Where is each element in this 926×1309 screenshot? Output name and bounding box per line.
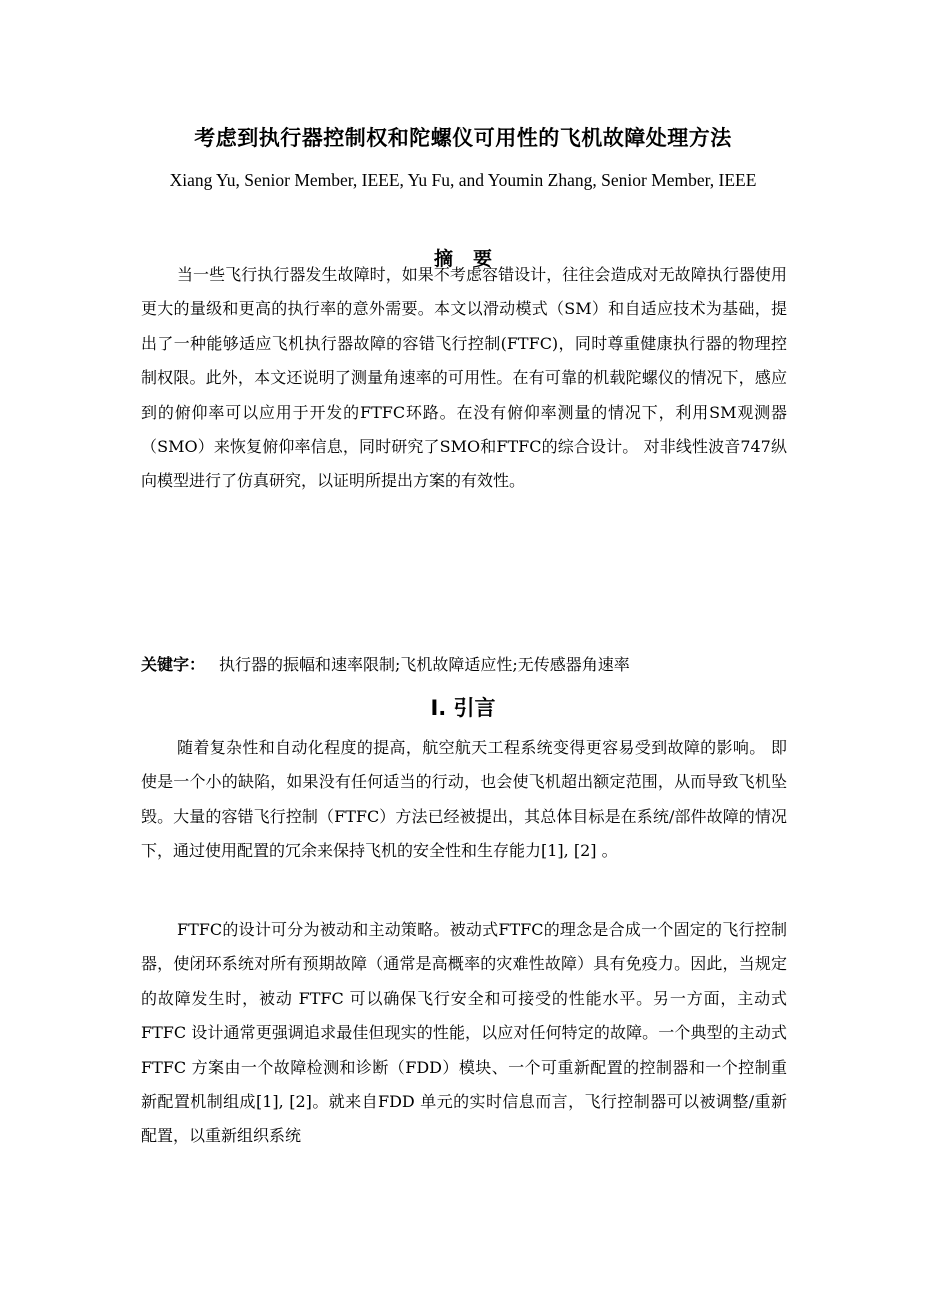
- keywords-text: 执行器的振幅和速率限制;飞机故障适应性;无传感器角速率: [219, 655, 630, 674]
- keywords-label: 关键字：: [141, 655, 206, 674]
- abstract-heading: 摘要: [433, 248, 512, 270]
- author-list: Xiang Yu, Senior Member, IEEE, Yu Fu, and Youmin Zhang, Senior Member, IEEE: [169, 170, 757, 190]
- keywords-line: [141, 652, 787, 678]
- paper-title: 考虑到执行器控制权和陀螺仪可用性的飞机故障处理方法: [194, 126, 732, 150]
- intro-paragraph-1: 随着复杂性和自动化程度的提高，航空航天工程系统变得更容易受到故障的影响。 即使是一个小的缺陷，如果没有任何适当的行动，也会使飞机超出额定范围，从而导致飞机坠毁。大量的容错飞行控制（FTFC）方法已经被提出，其总体目标是在系统/部件故障的情况下，通过使用配置的冗余来保持飞机的安全性和生存能力[1], [2] 。: [141, 738, 787, 861]
- section-heading-introduction: I. 引言: [430, 696, 496, 720]
- intro-paragraph-2: FTFC的设计可分为被动和主动策略。被动式FTFC的理念是合成一个固定的飞行控制器，使闭环系统对所有预期故障（通常是高概率的灾难性故障）具有免疫力。因此，当规定的故障发生时，被动 FTFC 可以确保飞行安全和可接受的性能水平。另一方面，主动式 FTFC 设计通常更强调追求最佳但现实的性能，以应对任何特定的故障。一个典型的主动式 FTFC 方案由一个故障检测和诊断（FDD）模块、一个可重新配置的控制器和一个控制重新配置机制组成[1], [2]。就来自FDD 单元的实时信息而言，飞行控制器可以被调整/重新配置，以重新组织系统: [141, 920, 787, 1146]
- abstract-paragraph: 当一些飞行执行器发生故障时，如果不考虑容错设计，往往会造成对无故障执行器使用更大的量级和更高的执行率的意外需要。本文以滑动模式（SM）和自适应技术为基础，提出了一种能够适应飞机执行器故障的容错飞行控制(FTFC)，同时尊重健康执行器的物理控制权限。此外，本文还说明了测量角速率的可用性。在有可靠的机载陀螺仪的情况下，感应到的俯仰率可以应用于开发的FTFC环路。在没有俯仰率测量的情况下，利用SM观测器（SMO）来恢复俯仰率信息，同时研究了SMO和FTFC的综合设计。 对非线性波音747纵向模型进行了仿真研究，以证明所提出方案的有效性。: [141, 265, 787, 491]
